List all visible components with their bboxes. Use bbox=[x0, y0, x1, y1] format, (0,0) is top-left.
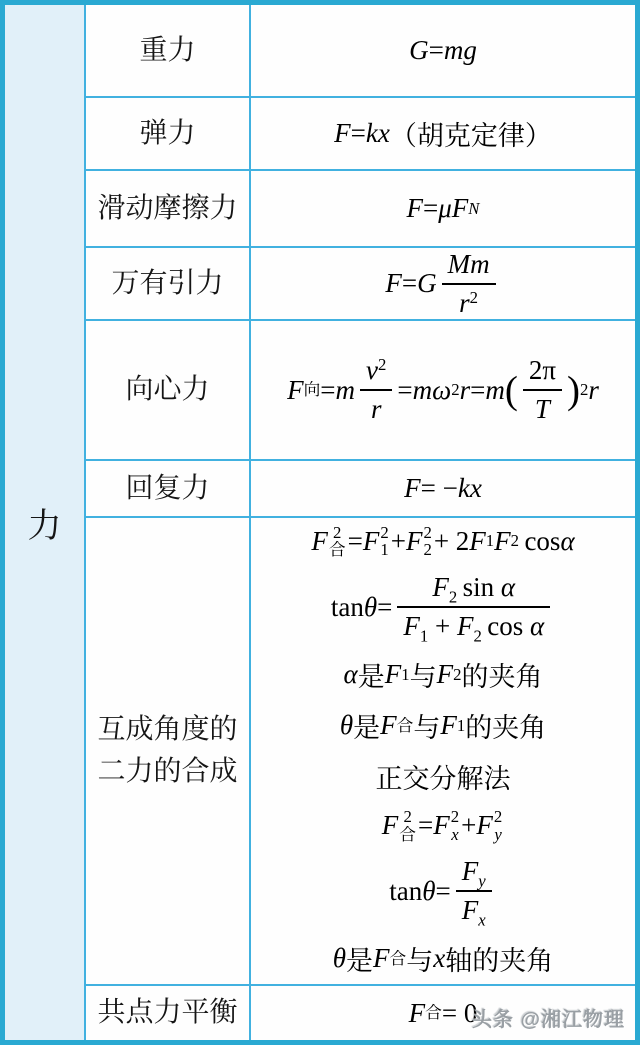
formula-cell: F 2 合 = F 2 1 + F 2 2 + 2 F 1 F 2 cos α tan θ = $\frac{F_2 \sin \alpha}{F_1 + F_2 \cos \alpha}$ α 是 F 1 与 F 2 的夹角 θ 是 F 合 与 F 1 的夹角 正交分解法 F 2 合 = F 2 x + F 2 y tan θ = $\frac{F_y}{F_x}$ θ 是 F 合 与 x 轴的夹角 bbox=[311, 522, 575, 977]
category-label: 力 bbox=[27, 508, 62, 545]
category-cell-force bbox=[5, 5, 86, 1040]
formula-table bbox=[86, 5, 635, 1040]
formula-cell: F 向 = m $\frac{v^2}{r}$ = mω 2 r = m ( $\frac{2\pi}{T}$ ) 2 r bbox=[287, 354, 599, 424]
toutiao-watermark: 头条 @湘江物理 bbox=[471, 1009, 625, 1031]
table-row bbox=[86, 459, 635, 516]
table-row bbox=[86, 169, 635, 246]
formula-cell: F = kx （胡克定律） bbox=[334, 118, 552, 151]
formula-cell: F = G $\frac{Mm}{r^2}$ bbox=[251, 248, 635, 319]
table-row bbox=[86, 516, 635, 984]
force-name-cell: 万有引力 bbox=[86, 248, 251, 319]
force-name-cell: 共点力平衡 bbox=[86, 986, 251, 1040]
table-row bbox=[86, 96, 635, 169]
formula-cell: G = mg bbox=[409, 35, 477, 65]
force-name-cell: 向心力 bbox=[86, 321, 251, 459]
formula-cell: F = − kx bbox=[404, 473, 482, 503]
formula-cell: F 合 = 0 bbox=[408, 997, 478, 1028]
force-name-cell: 回复力 bbox=[86, 461, 251, 516]
force-name-cell: 滑动摩擦力 bbox=[86, 171, 251, 246]
formula-cell: F = μF N bbox=[406, 193, 480, 223]
table-row bbox=[86, 246, 635, 319]
table-row bbox=[86, 5, 635, 96]
table-row bbox=[86, 319, 635, 459]
force-name-cell: 重力 bbox=[86, 5, 251, 96]
force-name-cell: 互成角度的 二力的合成 bbox=[86, 518, 251, 984]
force-name-cell: 弹力 bbox=[86, 98, 251, 169]
